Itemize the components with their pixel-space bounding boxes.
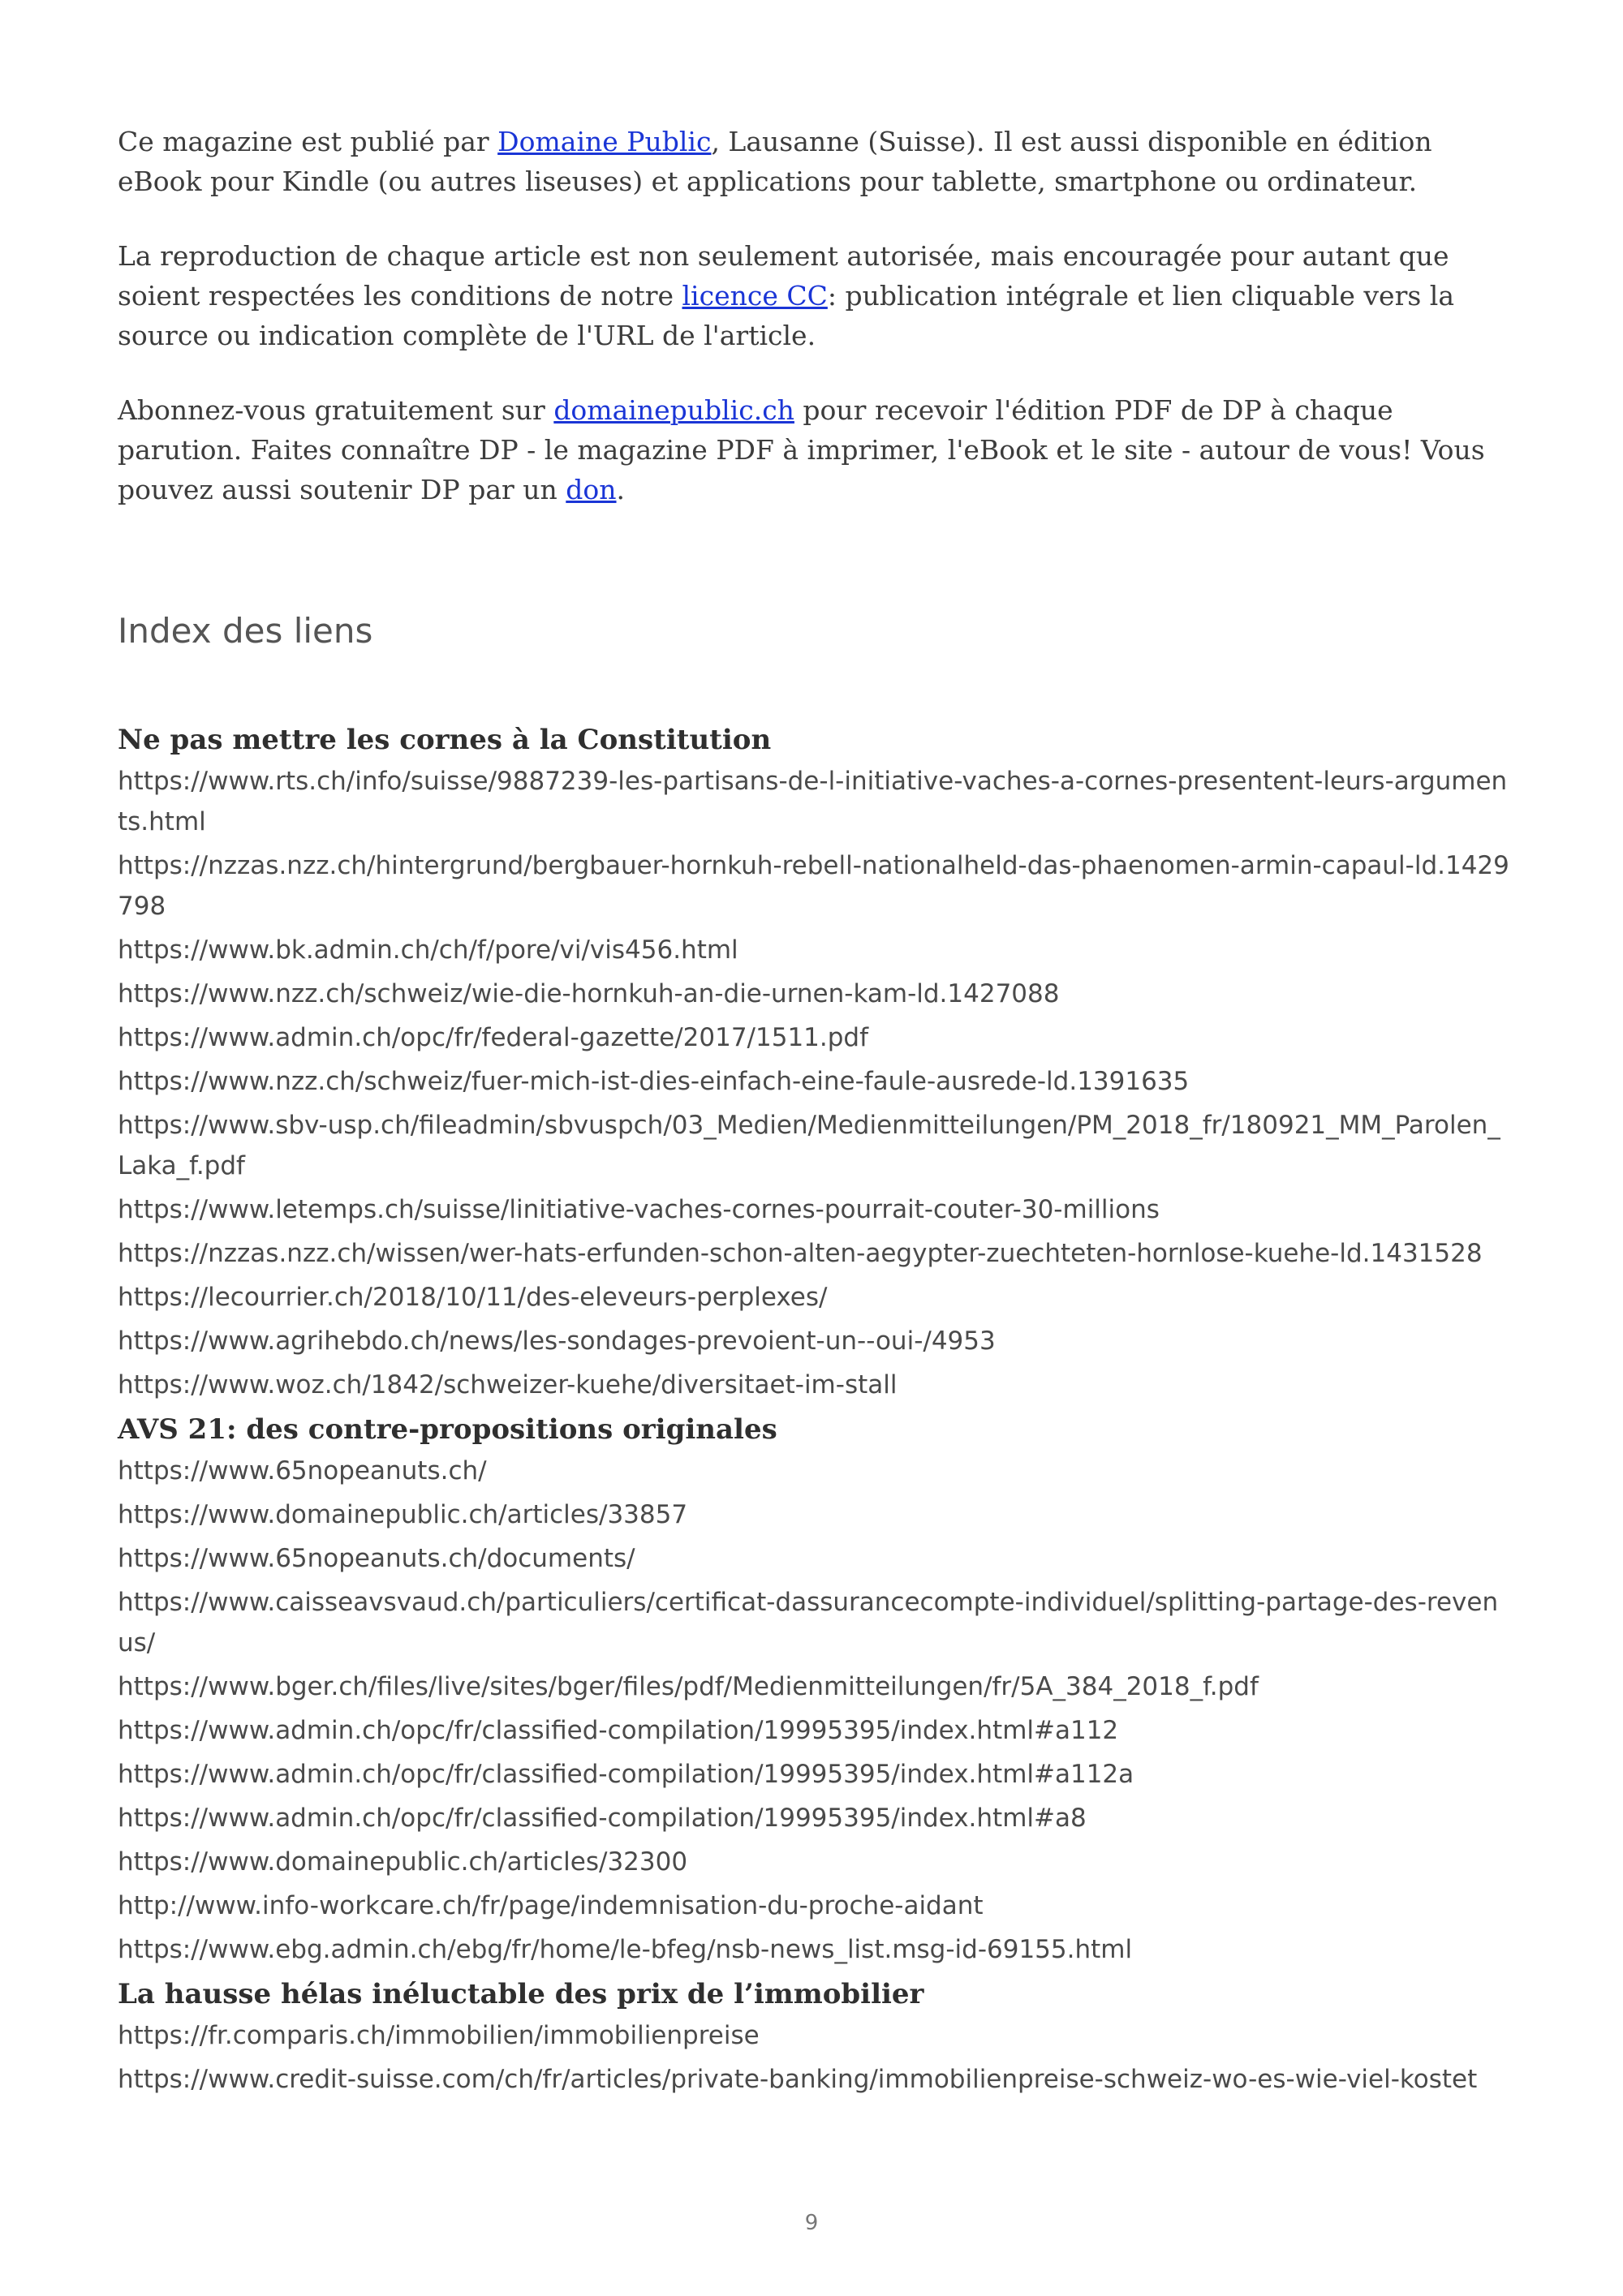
licence-cc-link[interactable]: licence CC [682,280,828,312]
link-url[interactable]: https://www.admin.ch/opc/fr/classified-compilation/19995395/index.html#a8 [118,1804,1087,1833]
link-url[interactable]: https://www.65nopeanuts.ch/ [118,1456,487,1486]
link-url[interactable]: https://nzzas.nzz.ch/hintergrund/bergbauer-hornkuh-rebell-nationalheld-das-phaenomen-armin-capaul-ld.1429798 [118,851,1509,921]
intro-text: La reproduction de chaque article est non seulement autorisée, mais encouragée pour autant que soient respectées les conditions de notre [118,240,1449,312]
link-url[interactable]: https://www.domainepublic.ch/articles/32300 [118,1847,688,1877]
page-content [118,122,1513,2103]
section-title: Ne pas mettre les cornes à la Constitution [118,724,772,756]
index-title: Index des liens [118,611,373,651]
domainepublic-link[interactable]: domainepublic.ch [553,394,794,426]
link-url[interactable]: https://www.admin.ch/opc/fr/classified-compilation/19995395/index.html#a112a [118,1760,1134,1789]
link-url[interactable]: https://www.admin.ch/opc/fr/classified-compilation/19995395/index.html#a112 [118,1716,1119,1745]
domaine-public-link[interactable]: Domaine Public [497,126,712,157]
link-url[interactable]: https://www.65nopeanuts.ch/documents/ [118,1544,635,1573]
link-url[interactable]: https://www.caisseavsvaud.ch/particuliers/certificat-dassurancecompte-individuel/splitting-partage-des-revenus/ [118,1588,1499,1658]
index-section [118,1408,1513,1970]
link-url[interactable]: https://www.woz.ch/1842/schweizer-kuehe/diversitaet-im-stall [118,1370,898,1400]
index-sections [118,719,1513,2100]
intro-paragraph-subscribe [118,390,1513,510]
link-url[interactable]: https://www.nzz.ch/schweiz/fuer-mich-ist-dies-einfach-eine-faule-ausrede-ld.1391635 [118,1067,1190,1096]
intro-text: . [616,474,626,505]
link-url[interactable]: https://www.agrihebdo.ch/news/les-sondages-prevoient-un--oui-/4953 [118,1326,996,1356]
intro-text: : publication intégrale et lien cliquable vers la source ou indication complète de l'URL de l'article. [118,280,1455,351]
intro-text: Ce magazine est publié par [118,126,498,157]
link-url[interactable]: https://lecourrier.ch/2018/10/11/des-eleveurs-perplexes/ [118,1283,828,1312]
intro-text: pour recevoir l'édition PDF de DP à chaque parution. Faites connaître DP - le magazine PDF à imprimer, l'eBook et le site - autour de vous! Vous pouvez aussi soutenir DP par un [118,394,1485,505]
link-url[interactable]: https://www.domainepublic.ch/articles/33857 [118,1500,688,1529]
link-url[interactable]: https://www.sbv-usp.ch/fileadmin/sbvuspch/03_Medien/Medienmitteilungen/PM_2018_fr/180921_MM_Parolen_Laka_f.pdf [118,1111,1500,1180]
intro-paragraph-licence [118,236,1513,355]
section-title: La hausse hélas inéluctable des prix de l’immobilier [118,1978,924,2010]
intro-text: , Lausanne (Suisse). Il est aussi disponible en édition eBook pour Kindle (ou autres liseuses) et applications pour tablette, smartphone ou ordinateur. [118,126,1432,197]
link-url[interactable]: https://fr.comparis.ch/immobilien/immobilienpreise [118,2021,760,2050]
link-url[interactable]: http://www.info-workcare.ch/fr/page/indemnisation-du-proche-aidant [118,1891,984,1920]
index-section [118,719,1513,1405]
link-url[interactable]: https://www.letemps.ch/suisse/linitiative-vaches-cornes-pourrait-couter-30-millions [118,1195,1160,1224]
don-link[interactable]: don [566,474,617,505]
index-section [118,1973,1513,2100]
link-url[interactable]: https://www.nzz.ch/schweiz/wie-die-hornkuh-an-die-urnen-kam-ld.1427088 [118,979,1060,1008]
intro-paragraph-publisher [118,122,1513,201]
link-url[interactable]: https://www.ebg.admin.ch/ebg/fr/home/le-bfeg/nsb-news_list.msg-id-69155.html [118,1935,1133,1964]
link-list [118,761,1513,1405]
section-title: AVS 21: des contre-propositions originales [118,1413,777,1446]
link-url[interactable]: https://nzzas.nzz.ch/wissen/wer-hats-erfunden-schon-alten-aegypter-zuechteten-hornlose-kuehe-ld.1431528 [118,1239,1483,1268]
link-url[interactable]: https://www.rts.ch/info/suisse/9887239-les-partisans-de-l-initiative-vaches-a-cornes-presentent-leurs-arguments.html [118,767,1508,836]
link-url[interactable]: https://www.bk.admin.ch/ch/f/pore/vi/vis456.html [118,935,738,965]
page-number: 9 [804,2211,819,2235]
link-url[interactable]: https://www.admin.ch/opc/fr/federal-gazette/2017/1511.pdf [118,1023,869,1052]
intro-text: Abonnez-vous gratuitement sur [118,394,554,426]
link-url[interactable]: https://www.credit-suisse.com/ch/fr/articles/private-banking/immobilienpreise-schweiz-wo-es-wie-viel-kostet [118,2065,1478,2094]
link-url[interactable]: https://www.bger.ch/files/live/sites/bger/files/pdf/Medienmitteilungen/fr/5A_384_2018_f.pdf [118,1672,1259,1701]
link-list [118,1451,1513,1970]
link-list [118,2015,1513,2100]
